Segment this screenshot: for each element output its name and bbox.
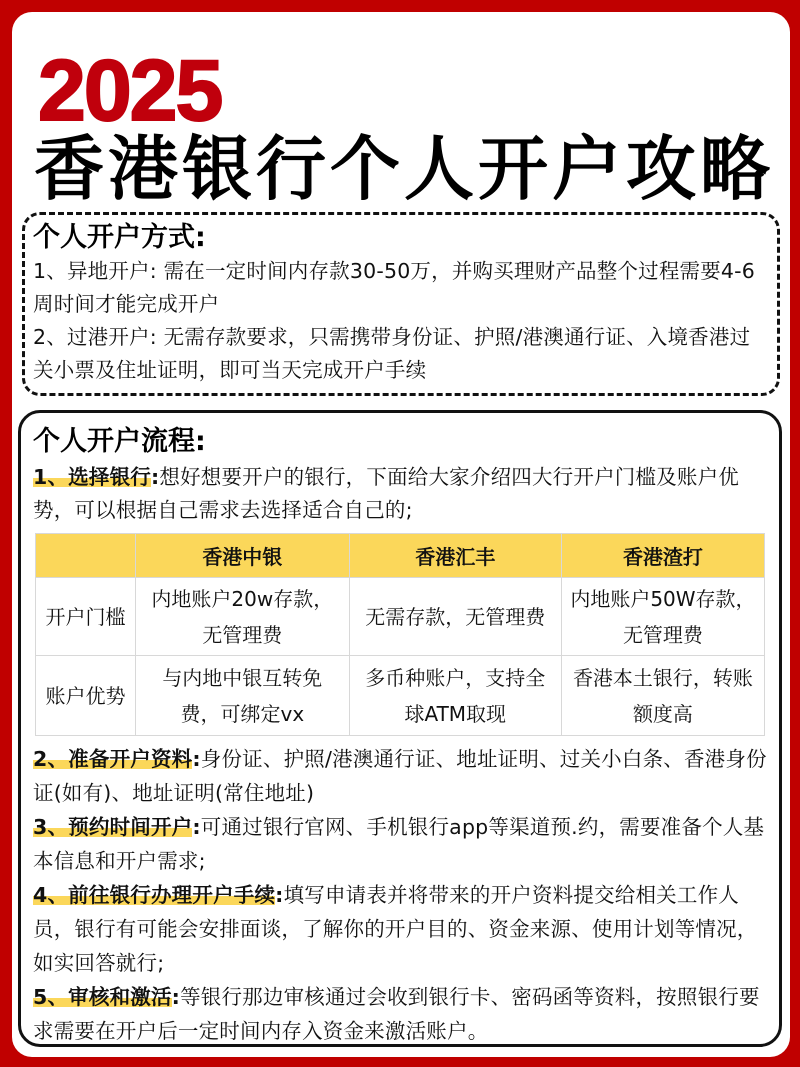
table-header-row <box>36 534 765 578</box>
table-row <box>36 656 765 736</box>
year-heading: 2025 <box>38 43 222 139</box>
bank-comparison-table <box>35 533 765 736</box>
step-4-text: 填写申请表并将带来的开户资料提交给相关工作人员，银行有可能会安排面谈，了解你的开户目的、资金来源、使用计划等情况，如实回答就行; <box>33 883 758 975</box>
table-header-hsbc: 香港汇丰 <box>349 534 561 578</box>
step-4: 4、前往银行办理开户手续:填写申请表并将带来的开户资料提交给相关工作人员，银行有可能会安排面谈，了解你的开户目的、资金来源、使用计划等情况，如实回答就行; <box>33 883 758 975</box>
cell-sc-threshold: 内地账户50W存款，无管理费 <box>561 578 764 656</box>
cell-boc-threshold: 内地账户20w存款，无管理费 <box>136 578 350 656</box>
cell-sc-advantage: 香港本土银行，转账额度高 <box>561 656 764 736</box>
step-2-label: 2、准备开户资料 <box>33 747 193 771</box>
step-1-label: 1、选择银行 <box>33 465 151 489</box>
page-title: 香港银行个人开户攻略 <box>34 128 774 210</box>
step-5-text: 等银行那边审核通过会收到银行卡、密码函等资料，按照银行要求需要在开户后一定时间内存入资金来激活账户。 <box>33 985 760 1043</box>
row-label-advantage: 账户优势 <box>36 656 136 736</box>
step-4-label: 4、前往银行办理开户手续 <box>33 883 276 907</box>
method-item-in-person: 2、过港开户: 无需存款要求，只需携带身份证、护照/港澳通行证、入境香港过关小票及住址证明，即可当天完成开户手续 <box>33 325 751 382</box>
cell-hsbc-threshold: 无需存款，无管理费 <box>349 578 561 656</box>
step-2-text: 身份证、护照/港澳通行证、地址证明、过关小白条、香港身份证(如有)、地址证明(常住地址) <box>33 747 767 805</box>
table-header-boc: 香港中银 <box>136 534 350 578</box>
methods-heading: 个人开户方式: <box>33 222 206 253</box>
cell-boc-advantage: 与内地中银互转免费，可绑定vx <box>136 656 350 736</box>
step-2: 2、准备开户资料:身份证、护照/港澳通行证、地址证明、过关小白条、香港身份证(如有)、地址证明(常住地址) <box>33 747 767 805</box>
table-row <box>36 578 765 656</box>
cell-hsbc-advantage: 多币种账户，支持全球ATM取现 <box>349 656 561 736</box>
table-header-sc: 香港渣打 <box>561 534 764 578</box>
step-5-label: 5、审核和激活 <box>33 985 172 1009</box>
step-3-label: 3、预约时间开户 <box>33 815 193 839</box>
account-process-box <box>18 410 782 1047</box>
process-heading: 个人开户流程: <box>33 426 206 457</box>
method-item-remote: 1、异地开户: 需在一定时间内存款30-50万，并购买理财产品整个过程需要4-6周时间才能完成开户 <box>33 259 756 316</box>
row-label-threshold: 开户门槛 <box>36 578 136 656</box>
table-header-empty <box>36 534 136 578</box>
step-5: 5、审核和激活:等银行那边审核通过会收到银行卡、密码函等资料，按照银行要求需要在开户后一定时间内存入资金来激活账户。 <box>33 985 760 1043</box>
step-1: 1、选择银行:想好想要开户的银行，下面给大家介绍四大行开户门槛及账户优势，可以根据自己需求去选择适合自己的; <box>33 465 739 522</box>
account-methods-box <box>22 212 780 396</box>
step-1-text: 想好想要开户的银行，下面给大家介绍四大行开户门槛及账户优势，可以根据自己需求去选择适合自己的; <box>33 465 739 522</box>
step-3-text: 可通过银行官网、手机银行app等渠道预.约，需要准备个人基本信息和开户需求; <box>33 815 765 873</box>
step-3: 3、预约时间开户:可通过银行官网、手机银行app等渠道预.约，需要准备个人基本信息和开户需求; <box>33 815 765 873</box>
